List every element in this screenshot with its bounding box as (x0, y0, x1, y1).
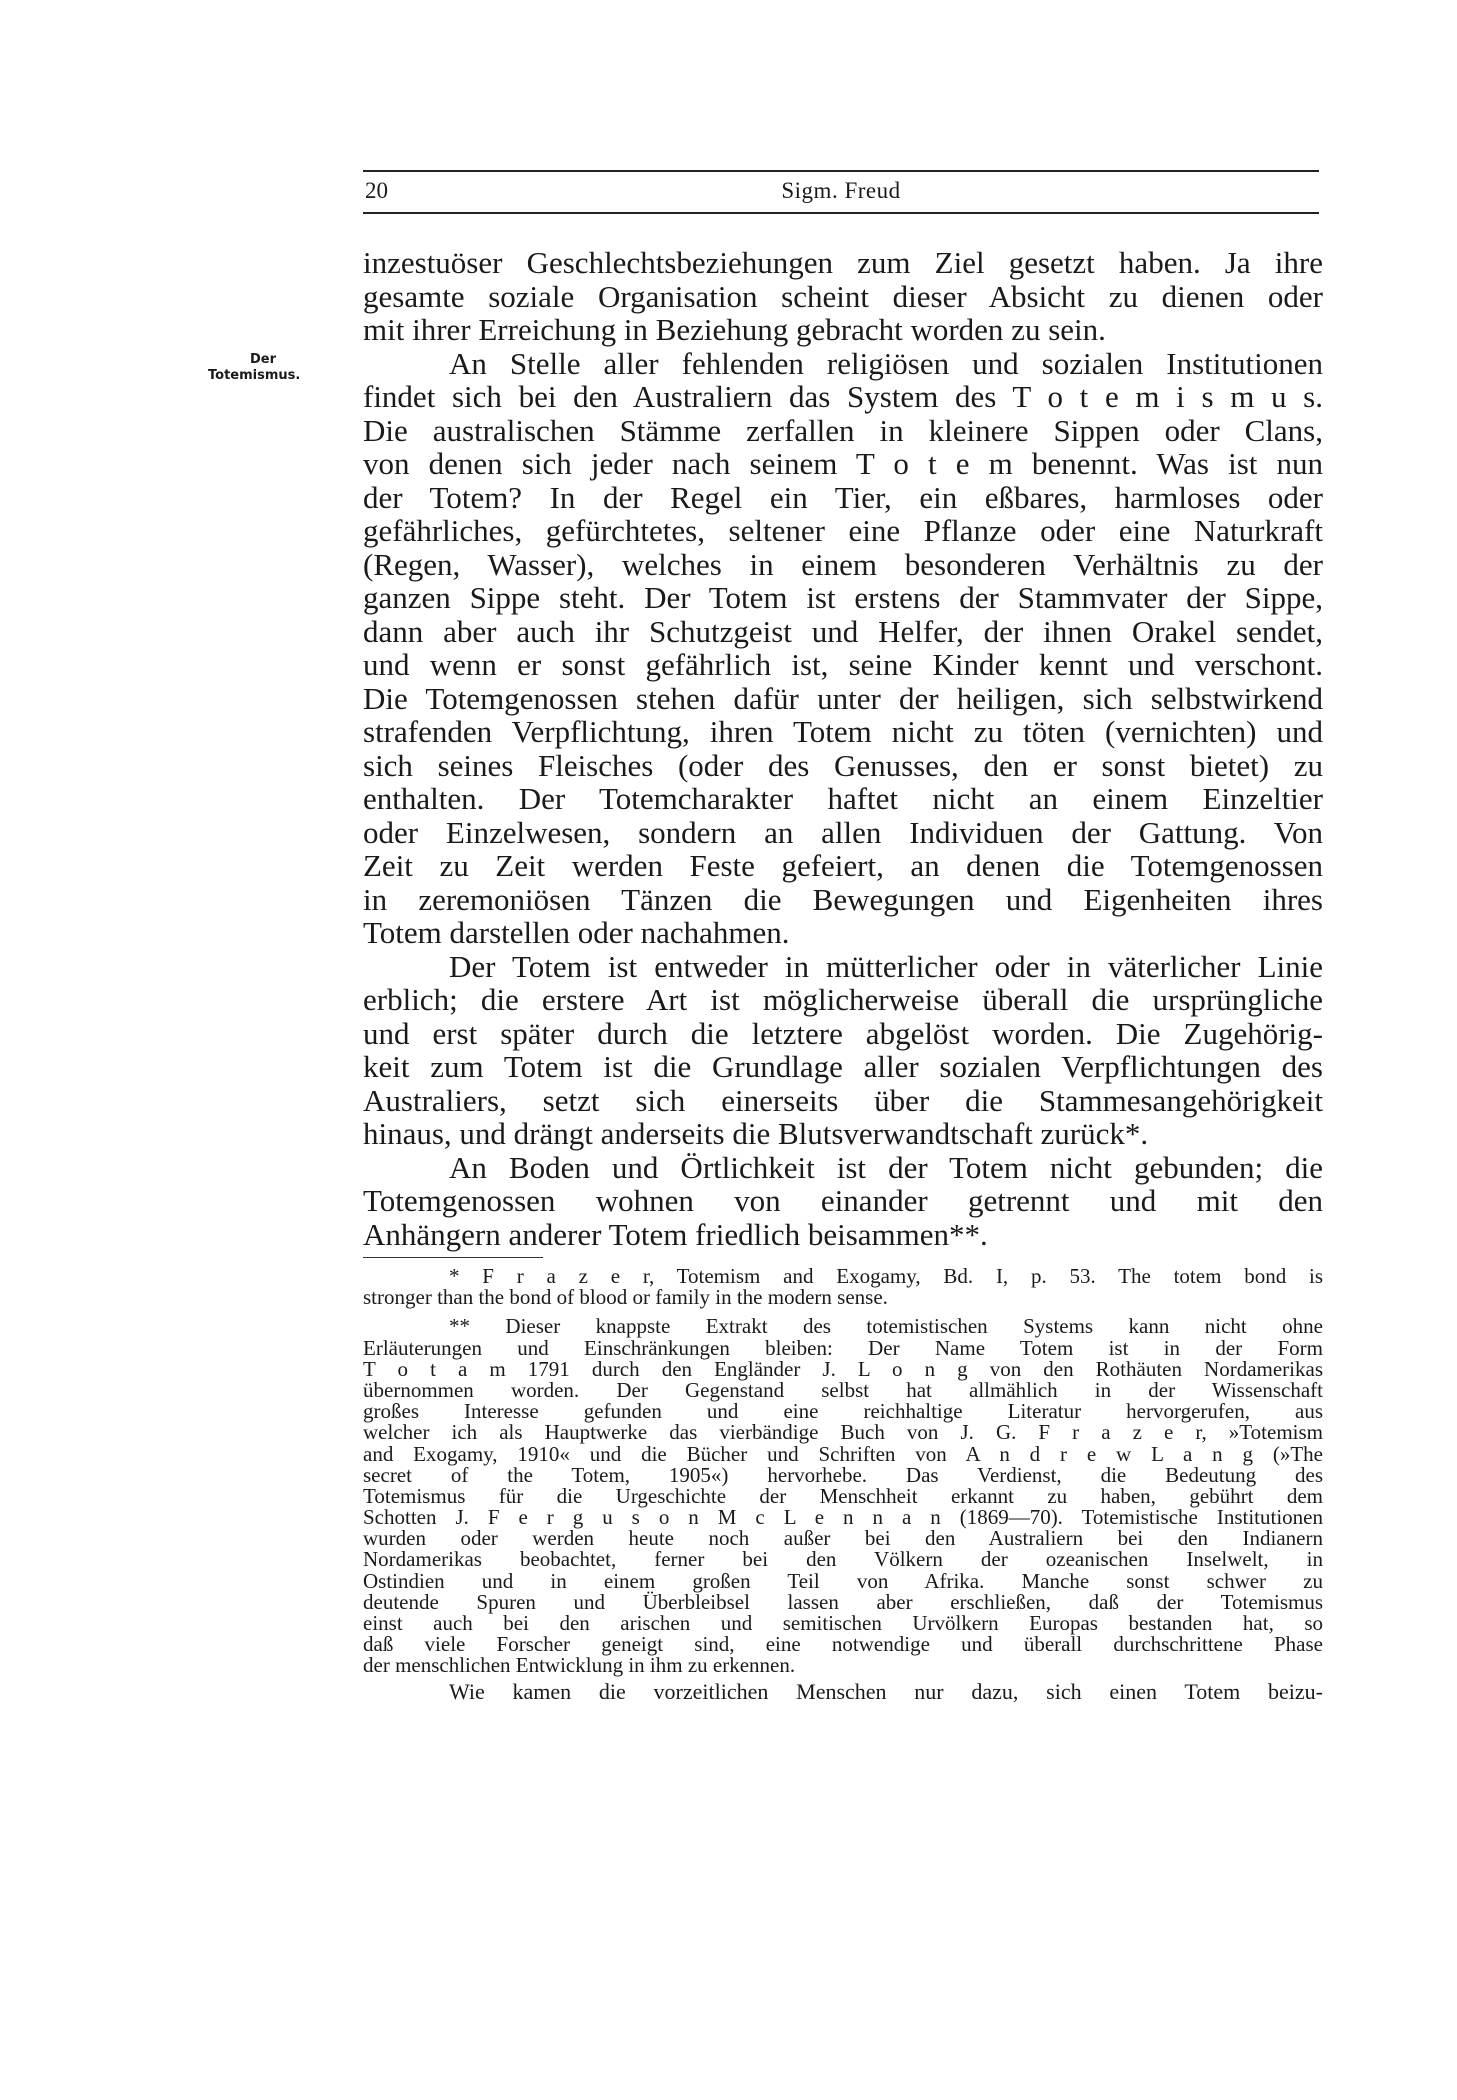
text-line: dann aber auch ihr Schutzgeist und Helfer, der ihnen Orakel sendet, (363, 613, 1323, 649)
footnote-line: Ostindien und in einem großen Teil von Afrika. Manche sonst schwer zu (363, 1568, 1323, 1593)
text-line: von denen sich jeder nach seinem T o t e m benennt. Was ist nun (363, 446, 1323, 481)
footnote-line: daß viele Forscher geneigt sind, eine notwendige und überall durchschrittene Phase (363, 1632, 1323, 1657)
text-line: Totemgenossen wohnen von einander getrennt und mit den (363, 1183, 1323, 1218)
footnote-line: T o t a m 1791 durch den Engländer J. L o n g von den Rothäuten Nordamerikas (363, 1356, 1323, 1381)
text-line: und wenn er sonst gefährlich ist, seine Kinder kennt und verschont. (363, 647, 1323, 682)
footnote-line: * F r a z e r, Totemism and Exogamy, Bd. I, p. 53. The totem bond is (449, 1264, 1323, 1288)
text-line: oder Einzelwesen, sondern an allen Individuen der Gattung. Von (363, 814, 1323, 850)
text-line: Australiers, setzt sich einerseits über die Stammesangehörigkeit (363, 1082, 1323, 1118)
footnote-line: Nordamerikas beobachtet, ferner bei den Völkern der ozeanischen Inselwelt, in (363, 1547, 1323, 1572)
footnote-line: einst auch bei den arischen und semitischen Urvölkern Europas bestanden hat, so (363, 1611, 1323, 1635)
footnote-line: wurden oder werden heute noch außer bei den Australiern bei den Indianern (363, 1526, 1323, 1551)
text-line: Die australischen Stämme zerfallen in kleinere Sippen oder Clans, (363, 412, 1323, 448)
text-line: mit ihrer Erreichung in Beziehung gebracht worden zu sein. (363, 312, 1106, 347)
text-line: erblich; die erstere Art ist möglicherweise überall die ursprüngliche (363, 982, 1323, 1017)
text-line: Zeit zu Zeit werden Feste gefeiert, an denen die Totemgenossen (363, 848, 1323, 883)
footnote-line: der menschlichen Entwicklung in ihm zu erkennen. (363, 1653, 796, 1678)
page-number: 20 (365, 178, 388, 203)
text-line: findet sich bei den Australiern das System des T o t e m i s m u s. (363, 379, 1323, 414)
text-line: An Boden und Örtlichkeit ist der Totem nicht gebunden; die (449, 1149, 1323, 1185)
text-line: Anhängern anderer Totem friedlich beisammen**. (363, 1216, 988, 1252)
text-line: enthalten. Der Totemcharakter haftet nicht an einem Einzeltier (363, 781, 1323, 816)
text-line: An Stelle aller fehlenden religiösen und sozialen Institutionen (449, 345, 1323, 381)
footnote-line: übernommen worden. Der Gegenstand selbst hat allmählich in der Wissenschaft (363, 1377, 1323, 1402)
text-line: Die Totemgenossen stehen dafür unter der heiligen, sich selbstwirkend (363, 680, 1323, 716)
footnote-line: deutende Spuren und Überbleibsel lassen aber erschließen, daß der Totemismus (363, 1589, 1323, 1614)
footnote-line: großes Interesse gefunden und eine reichhaltige Literatur hervorgerufen, aus (363, 1399, 1323, 1424)
text-line: keit zum Totem ist die Grundlage aller sozialen Verpflichtungen des (363, 1049, 1323, 1084)
margin-note (190, 352, 340, 384)
footnote-line: stronger than the bond of blood or family in the modern sense. (363, 1285, 888, 1310)
footnotes (363, 1266, 1323, 1702)
text-line: strafenden Verpflichtung, ihren Totem nicht zu töten (vernichten) und (363, 714, 1323, 749)
text-line: sich seines Fleisches (oder des Genusses, den er sonst bietet) zu (363, 747, 1323, 783)
text-line: ganzen Sippe steht. Der Totem ist erstens der Stammvater der Sippe, (363, 580, 1323, 615)
footnote-line: welcher ich als Hauptwerke das vierbändige Buch von J. G. F r a z e r, »Totemism (363, 1420, 1323, 1445)
text-line: gefährliches, gefürchtetes, seltener eine Pflanze oder eine Naturkraft (363, 513, 1323, 548)
footnote-line: Erläuterungen und Einschränkungen bleiben: Der Name Totem ist in der Form (363, 1335, 1323, 1360)
footnote-line: and Exogamy, 1910« und die Bücher und Schriften von A n d r e w L a n g (»The (363, 1441, 1323, 1466)
margin-note-line: Totemismus. (208, 368, 301, 383)
footnote-line: secret of the Totem, 1905«) hervorhebe. Das Verdienst, die Bedeutung des (363, 1462, 1323, 1487)
text-line: der Totem? In der Regel ein Tier, ein eßbares, harmloses oder (363, 479, 1323, 515)
text-line: (Regen, Wasser), welches in einem besonderen Verhältnis zu der (363, 546, 1323, 582)
text-line: hinaus, und drängt anderseits die Blutsverwandtschaft zurück*. (363, 1116, 1149, 1151)
footnote-line: Schotten J. F e r g u s o n M c L e n n a n (1869—70). Totemistische Institutionen (363, 1505, 1323, 1530)
text-line: Totem darstellen oder nachahmen. (363, 915, 790, 950)
text-line: in zeremoniösen Tänzen die Bewegungen und Eigenheiten ihres (363, 881, 1323, 917)
text-line: Der Totem ist entweder in mütterlicher oder in väterlicher Linie (449, 948, 1323, 984)
body-text (363, 246, 1323, 1251)
running-title: Sigm. Freud (781, 178, 901, 203)
text-line: gesamte soziale Organisation scheint dieser Absicht zu dienen oder (363, 278, 1323, 314)
closing-line: Wie kamen die vorzeitlichen Menschen nur dazu, sich einen Totem beizu- (449, 1678, 1323, 1704)
margin-note-line: Der (250, 352, 277, 367)
text-line: und erst später durch die letztere abgelöst worden. Die Zugehörig- (363, 1015, 1323, 1051)
footnote-line: ** Dieser knappste Extrakt des totemistischen Systems kann nicht ohne (449, 1314, 1323, 1339)
footnote-rule (363, 1257, 543, 1258)
text-line: inzestuöser Geschlechtsbeziehungen zum Ziel gesetzt haben. Ja ihre (363, 245, 1323, 280)
page-header (363, 170, 1319, 214)
footnote-line: Totemismus für die Urgeschichte der Menschheit erkannt zu haben, gebührt dem (363, 1483, 1323, 1508)
